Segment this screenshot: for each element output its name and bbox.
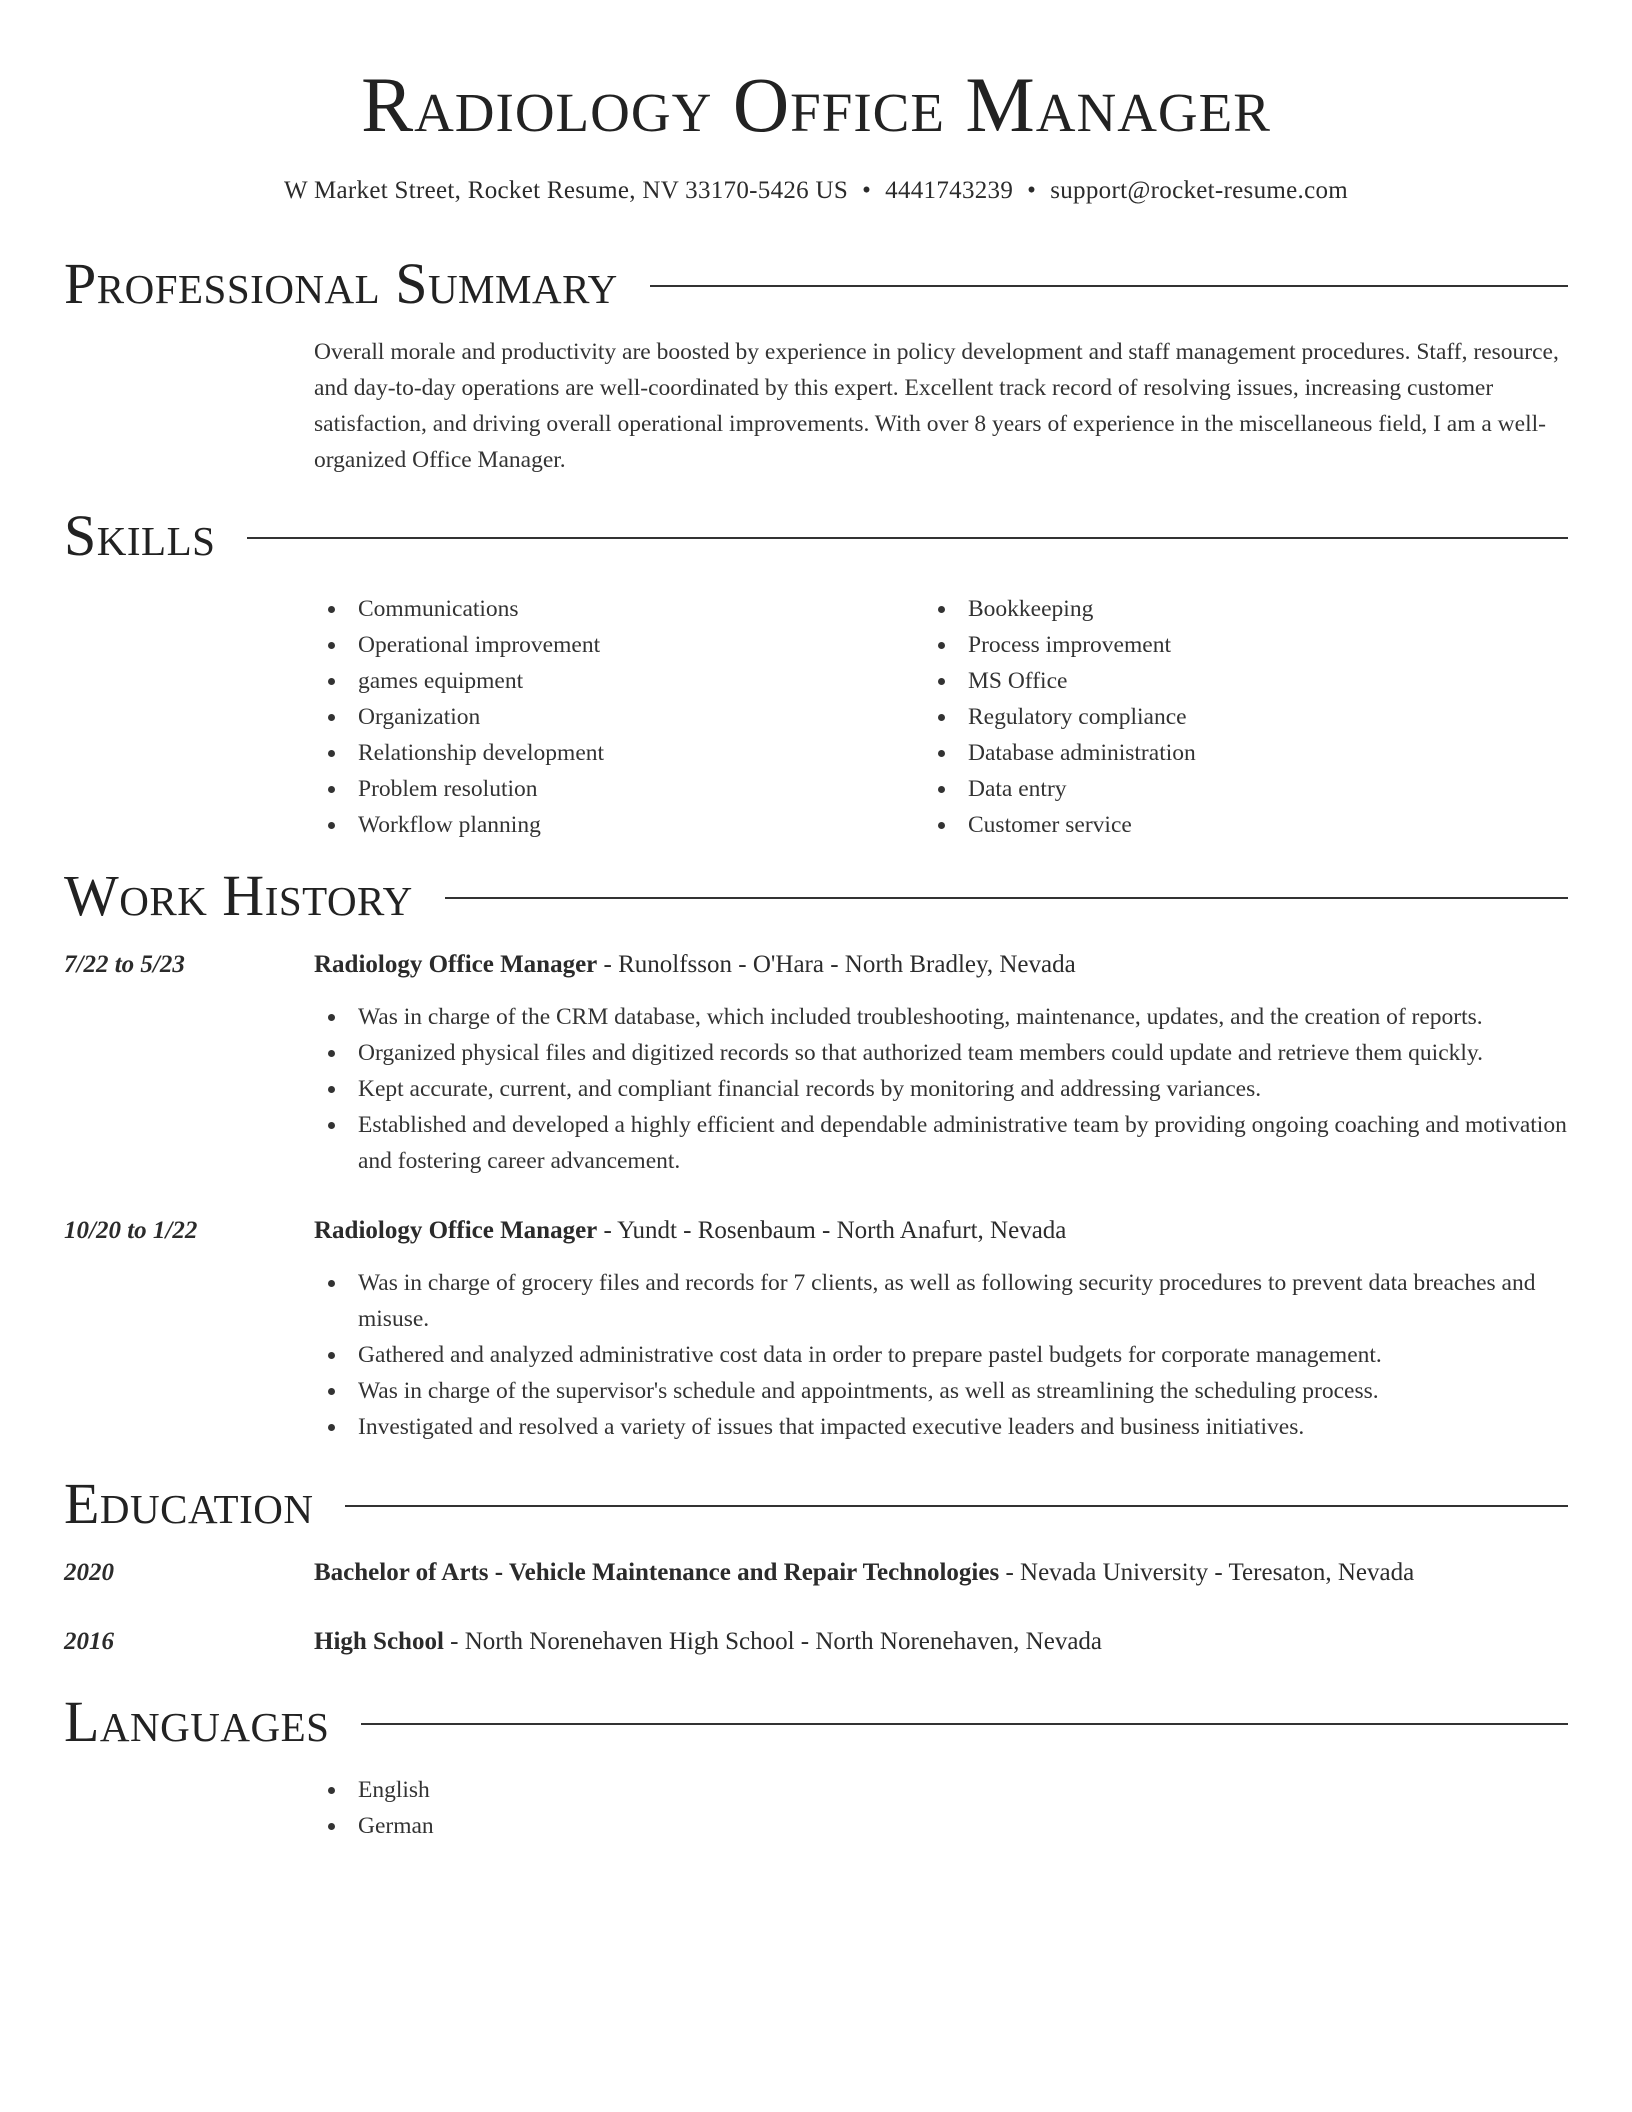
job-dates: 10/20 to 1/22 bbox=[64, 1217, 198, 1244]
skill-item: Process improvement bbox=[924, 627, 1196, 663]
language-item: German bbox=[314, 1808, 1574, 1844]
section-divider bbox=[361, 1723, 1568, 1725]
languages-heading: Languages bbox=[64, 1689, 330, 1754]
contact-separator: • bbox=[1027, 177, 1037, 204]
skill-item: Organization bbox=[314, 699, 604, 735]
education-section-header bbox=[64, 1472, 1568, 1536]
job-employer: - Yundt - Rosenbaum - North Anafurt, Nevada bbox=[597, 1217, 1067, 1244]
job-bullet: Was in charge of the CRM database, which included troubleshooting, maintenance, updates, and the creation of reports. bbox=[314, 999, 1574, 1035]
skills-heading: Skills bbox=[64, 503, 216, 568]
languages-list bbox=[314, 1772, 1574, 1844]
job-bullet: Kept accurate, current, and compliant financial records by monitoring and addressing variances. bbox=[314, 1071, 1574, 1107]
summary-text: Overall morale and productivity are boosted by experience in policy development and staff management procedures. Staff, resource, and day-to-day operations are well-coordinated by this expert. Excellent track record of resolving issues, increasing customer satisfaction, and driving overall operational improvements. With over 8 years of experience in the miscellaneous field, I am a well-organized Office Manager. bbox=[314, 339, 1559, 473]
candidate-name: Radiology Office Manager bbox=[361, 61, 1271, 148]
languages-section-header bbox=[64, 1690, 1568, 1754]
summary-heading: Professional Summary bbox=[64, 251, 618, 316]
skill-item: Bookkeeping bbox=[924, 591, 1196, 627]
contact-line bbox=[0, 174, 1632, 208]
skill-item: Customer service bbox=[924, 807, 1196, 843]
skills-section-header bbox=[64, 504, 1568, 568]
skill-item: Database administration bbox=[924, 735, 1196, 771]
skill-item: Workflow planning bbox=[314, 807, 604, 843]
education-year: 2016 bbox=[64, 1628, 114, 1655]
work-heading: Work History bbox=[64, 863, 413, 928]
education-school: - Nevada University - Teresaton, Nevada bbox=[999, 1559, 1415, 1586]
contact-separator: • bbox=[862, 177, 872, 204]
education-heading: Education bbox=[64, 1471, 314, 1536]
job-title: Radiology Office Manager bbox=[314, 1217, 598, 1244]
job-bullet: Was in charge of the supervisor's schedule and appointments, as well as streamlining the scheduling process. bbox=[314, 1373, 1574, 1409]
section-divider bbox=[650, 285, 1568, 287]
skill-item: MS Office bbox=[924, 663, 1196, 699]
skill-item: games equipment bbox=[314, 663, 604, 699]
job-bullet: Investigated and resolved a variety of issues that impacted executive leaders and business initiatives. bbox=[314, 1409, 1574, 1445]
education-degree: High School bbox=[314, 1628, 444, 1655]
section-divider bbox=[445, 897, 1568, 899]
contact-email: support@rocket-resume.com bbox=[1050, 177, 1349, 204]
education-year: 2020 bbox=[64, 1559, 114, 1586]
education-school: - North Norenehaven High School - North Norenehaven, Nevada bbox=[443, 1628, 1103, 1655]
job-bullets bbox=[314, 999, 1574, 1179]
skills-list-left bbox=[314, 591, 604, 843]
job-bullets bbox=[314, 1265, 1574, 1445]
skill-item: Problem resolution bbox=[314, 771, 604, 807]
job-bullet: Organized physical files and digitized records so that authorized team members could update and retrieve them quickly. bbox=[314, 1035, 1574, 1071]
section-divider bbox=[247, 537, 1568, 539]
job-title: Radiology Office Manager bbox=[314, 951, 598, 978]
job-heading bbox=[314, 1213, 1574, 1249]
education-degree: Bachelor of Arts - Vehicle Maintenance and Repair Technologies bbox=[314, 1559, 1000, 1586]
job-bullet: Established and developed a highly efficient and dependable administrative team by providing ongoing coaching and motivation and fostering career advancement. bbox=[314, 1107, 1574, 1179]
skills-list-right bbox=[924, 591, 1196, 843]
job-employer: - Runolfsson - O'Hara - North Bradley, Nevada bbox=[597, 951, 1076, 978]
job-bullet: Gathered and analyzed administrative cost data in order to prepare pastel budgets for corporate management. bbox=[314, 1337, 1574, 1373]
skill-item: Regulatory compliance bbox=[924, 699, 1196, 735]
job-heading bbox=[314, 947, 1574, 983]
contact-address: W Market Street, Rocket Resume, NV 33170-5426 US bbox=[283, 177, 849, 204]
skill-item: Operational improvement bbox=[314, 627, 604, 663]
summary-section-header bbox=[64, 252, 1568, 316]
education-entry bbox=[314, 1624, 1574, 1660]
contact-phone: 4441743239 bbox=[885, 177, 1014, 204]
language-item: English bbox=[314, 1772, 1574, 1808]
work-section-header bbox=[64, 864, 1568, 928]
skill-item: Communications bbox=[314, 591, 604, 627]
education-entry bbox=[314, 1555, 1574, 1591]
job-dates: 7/22 to 5/23 bbox=[64, 951, 185, 978]
job-bullet: Was in charge of grocery files and records for 7 clients, as well as following security procedures to prevent data breaches and misuse. bbox=[314, 1265, 1574, 1337]
skill-item: Relationship development bbox=[314, 735, 604, 771]
skill-item: Data entry bbox=[924, 771, 1196, 807]
section-divider bbox=[345, 1505, 1568, 1507]
